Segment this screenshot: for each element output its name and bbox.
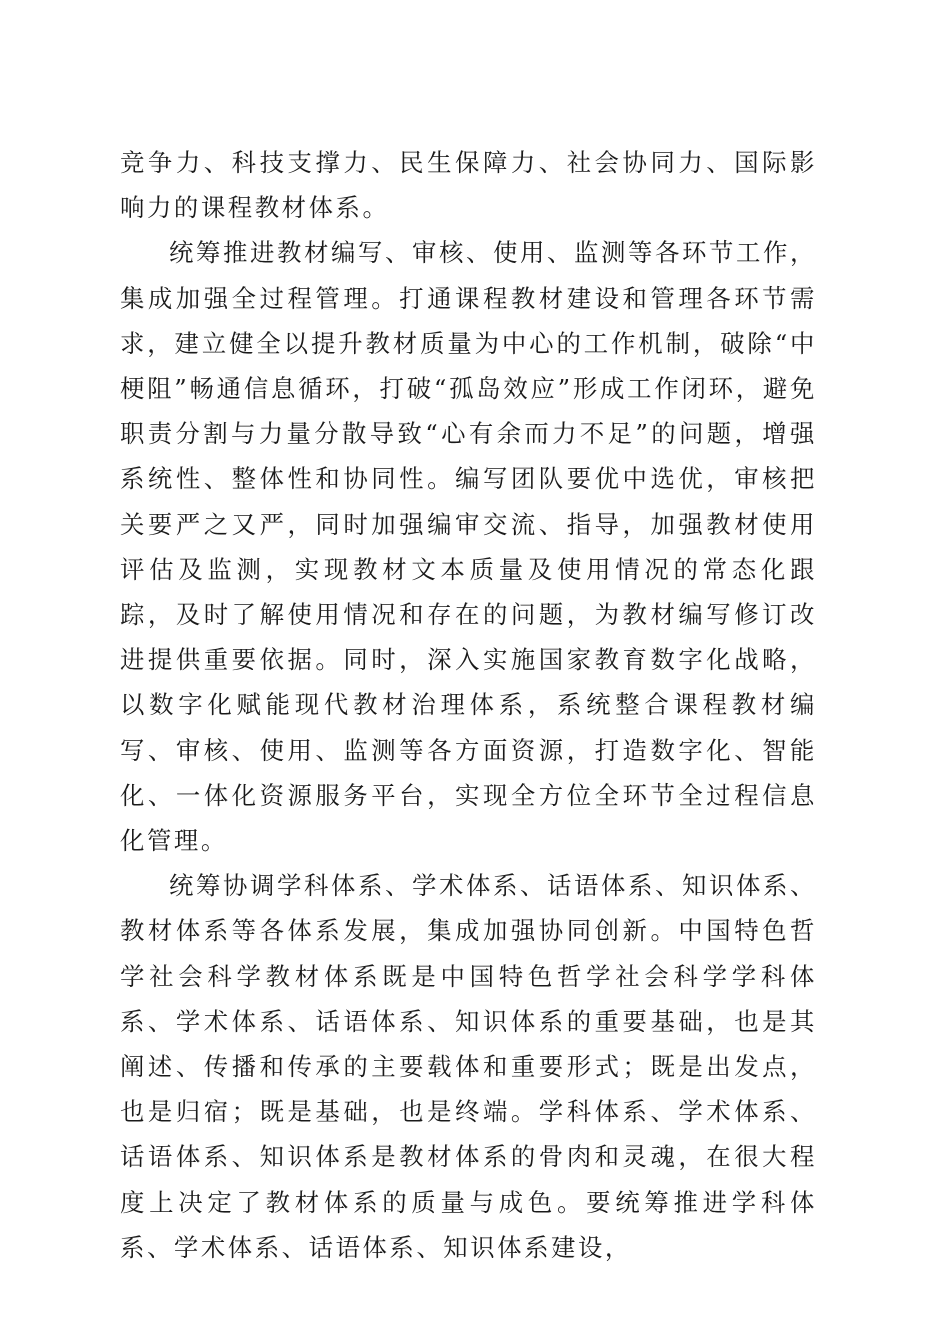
paragraph-system-coordination: 统筹协调学科体系、学术体系、话语体系、知识体系、教材体系等各体系发展，集成加强协同创新。中国特色哲学社会科学教材体系既是中国特色哲学社会科学学科体系、学术体系、话语体系、知识体系的重要基础，也是其阐述、传播和传承的主要载体和重要形式；既是出发点，也是归宿；既是基础，也是终端。学科体系、学术体系、话语体系、知识体系是教材体系的骨肉和灵魂，在很大程度上决定了教材体系的质量与成色。要统筹推进学科体系、学术体系、话语体系、知识体系建设， (120, 871, 817, 1262)
paragraph-continued: 竞争力、科技支撑力、民生保障力、社会协同力、国际影响力的课程教材体系。 (120, 148, 817, 223)
paragraph-process-management: 统筹推进教材编写、审核、使用、监测等各环节工作，集成加强全过程管理。打通课程教材建设和管理各环节需求，建立健全以提升教材质量为中心的工作机制，破除“中梗阻”畅通信息循环，打破“孤岛效应”形成工作闭环，避免职责分割与力量分散导致“心有余而力不足”的问题，增强系统性、整体性和协同性。编写团队要优中选优，审核把关要严之又严，同时加强编审交流、指导，加强教材使用评估及监测，实现教材文本质量及使用情况的常态化跟踪，及时了解使用情况和存在的问题，为教材编写修订改进提供重要依据。同时，深入实施国家教育数字化战略，以数字化赋能现代教材治理体系，系统整合课程教材编写、审核、使用、监测等各方面资源，打造数字化、智能化、一体化资源服务平台，实现全方位全环节全过程信息化管理。 (120, 238, 817, 856)
document-body (120, 140, 817, 1270)
